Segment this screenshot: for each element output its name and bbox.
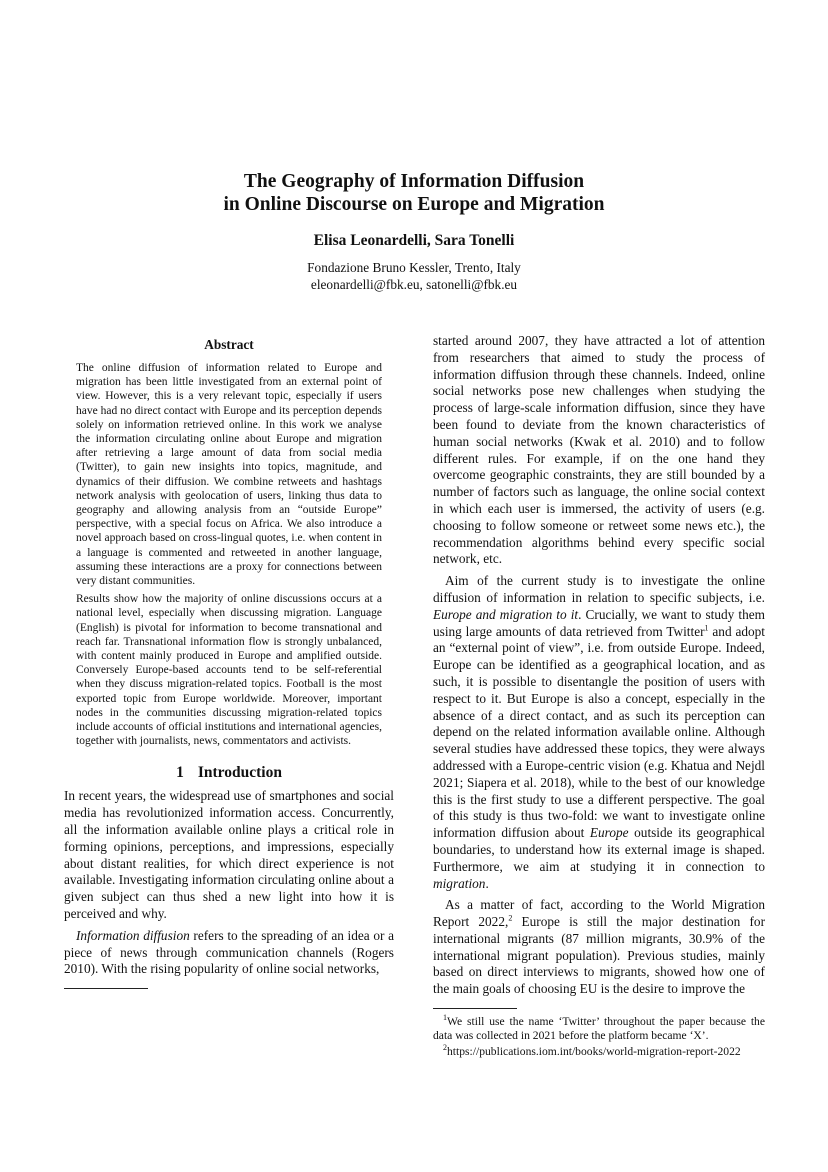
abstract-paragraph-1: The online diffusion of information related to Europe and migration has been little investigated from an external point of view. However, this is a very relevant topic, especially if users have had no direct contact with Europe and its perception depends solely on information retrieved online. In this work we analyse the information circulating online about Europe and migration after retrieving a large amount of data from social media (Twitter), to gain new insights into topics, magnitude, and dynamics of their diffusion. We combine retweets and hashtags network analysis with geolocation of users, linking thus data to geography and allowing analysis from an “outside Europe” perspective, with a special focus on Africa. We also introduce a novel approach based on cross-lingual quotes, i.e. when content in a language is commented and retweeted in another language, assuming these interactions are a proxy for connections between very distant communities. [76, 362, 382, 588]
affiliation: Fondazione Bruno Kessler, Trento, Italy [307, 260, 521, 275]
footnote-2: $^2$https://publications.iom.int/books/world-migration-report-2022 [443, 1043, 741, 1059]
paper-title [0, 170, 828, 216]
author-emails: eleonardelli@fbk.eu, satonelli@fbk.eu [310, 277, 518, 292]
right-column [433, 333, 765, 1062]
title-line-2: in Online Discourse on Europe and Migration [223, 194, 605, 215]
title-line-1: The Geography of Information Diffusion [243, 171, 585, 192]
abstract-paragraph-2: Results show how the majority of online discussions occurs at a national level, especially when discussing migration. Language (English) is pivotal for information to become transnational and reach far. Transnational information flow is strongly unbalanced, with content mainly produced in Europe and amplified outside. Conversely Europe-based accounts tend to be self-referential when they discuss migration-related topics. Football is the most exported topic from Europe worldwide. Moreover, important nodes in the communities discussing migration-related topics include accounts of official institutions and international agencies, together with journalists, news, commentators and activists. [76, 593, 382, 748]
section-heading-introduction [64, 764, 394, 782]
footnote-ref-2: 2 [508, 913, 513, 923]
intro-paragraph-3: started around 2007, they have attracted a lot of attention from researchers that aimed to study the process of information diffusion through these channels. Indeed, online social networks pose new challenges when studying the process of large-scale information diffusion, since they have been found to deviate from the known characteristics of human social networks (Kwak et al. 2010) and to follow different rules. For example, if on the one hand they overcome geographic constraints, they are still bounded by a number of factors such as language, the online social context in which each user is immersed, the activity of users (e.g. choosing to follow someone or retweet some news etc.), the recommendation algorithms behind every specific social network, etc. [433, 333, 765, 567]
footnotes [433, 1015, 765, 1060]
intro-paragraph-4: Aim of the current study is to investigate the online diffusion of information in relation to specific subjects, i.e. Europe and migration to it. Crucially, we want to study them using large amounts of data retrieved from Twitter$^1$ and adopt an “external point of view”, i.e. from outside Europe. Indeed, Europe can be identified as a geographical location, and as such, it is possible to disentangle the position of users with respect to it. But Europe is also a concept, especially in the absence of a direct contact, and as such its perception can depend on the related information available online. Although several studies have addressed these topics, they were always addressed with a Europe-centric vision (e.g. Khatua and Nejdl 2021; Siapera et al. 2018), while to the best of our knowledge this is the first study to use a different perspective. The goal of this study is thus two-fold: we want to investigate online information diffusion about Europe outside its geographical boundaries, to understand how its external image is shaped. Furthermore, we aim at studying it in connection to migration. [433, 573, 765, 891]
intro-body-right [433, 333, 765, 998]
footnote-ref-1: 1 [704, 623, 709, 633]
term-information-diffusion: Information diffusion [76, 927, 190, 943]
abstract-heading: Abstract [204, 337, 254, 352]
affiliation-block [0, 259, 828, 293]
intro-paragraph-1: In recent years, the widespread use of smartphones and social media has revolutionized information access. Concurrently, all the information available online plays a critical role in forming opinions, perceptions, and impressions, especially about distant realities, for which direct experience is not available. Investigating information circulating online about a given subject can thus shed a new light into how it is perceived and why. [64, 788, 394, 922]
authors: Elisa Leonardelli, Sara Tonelli [313, 232, 515, 249]
footnote-1: $^1$We still use the name ‘Twitter’ throughout the paper because the data was collected in 2021 before the platform became ‘X’. [433, 1013, 765, 1043]
intro-paragraph-2: Information diffusion refers to the spreading of an idea or a piece of news through communication channels (Rogers 2010). With the rising popularity of online social networks, [64, 927, 395, 977]
footnote-divider [64, 988, 148, 989]
section-number: 1 [176, 764, 184, 782]
intro-paragraph-5: As a matter of fact, according to the World Migration Report 2022,$^2$ Europe is still the major destination for international migrants (87 million migrants, 30.9% of the international migrant population). Previous studies, mainly based on direct interviews to migrants, showed how one of the main goals of choosing EU is the desire to improve the [433, 897, 765, 997]
section-title: Introduction [197, 764, 282, 782]
footnote-divider-right [433, 1008, 517, 1009]
abstract [76, 361, 382, 748]
left-column [64, 333, 394, 995]
intro-body-left [64, 788, 394, 978]
